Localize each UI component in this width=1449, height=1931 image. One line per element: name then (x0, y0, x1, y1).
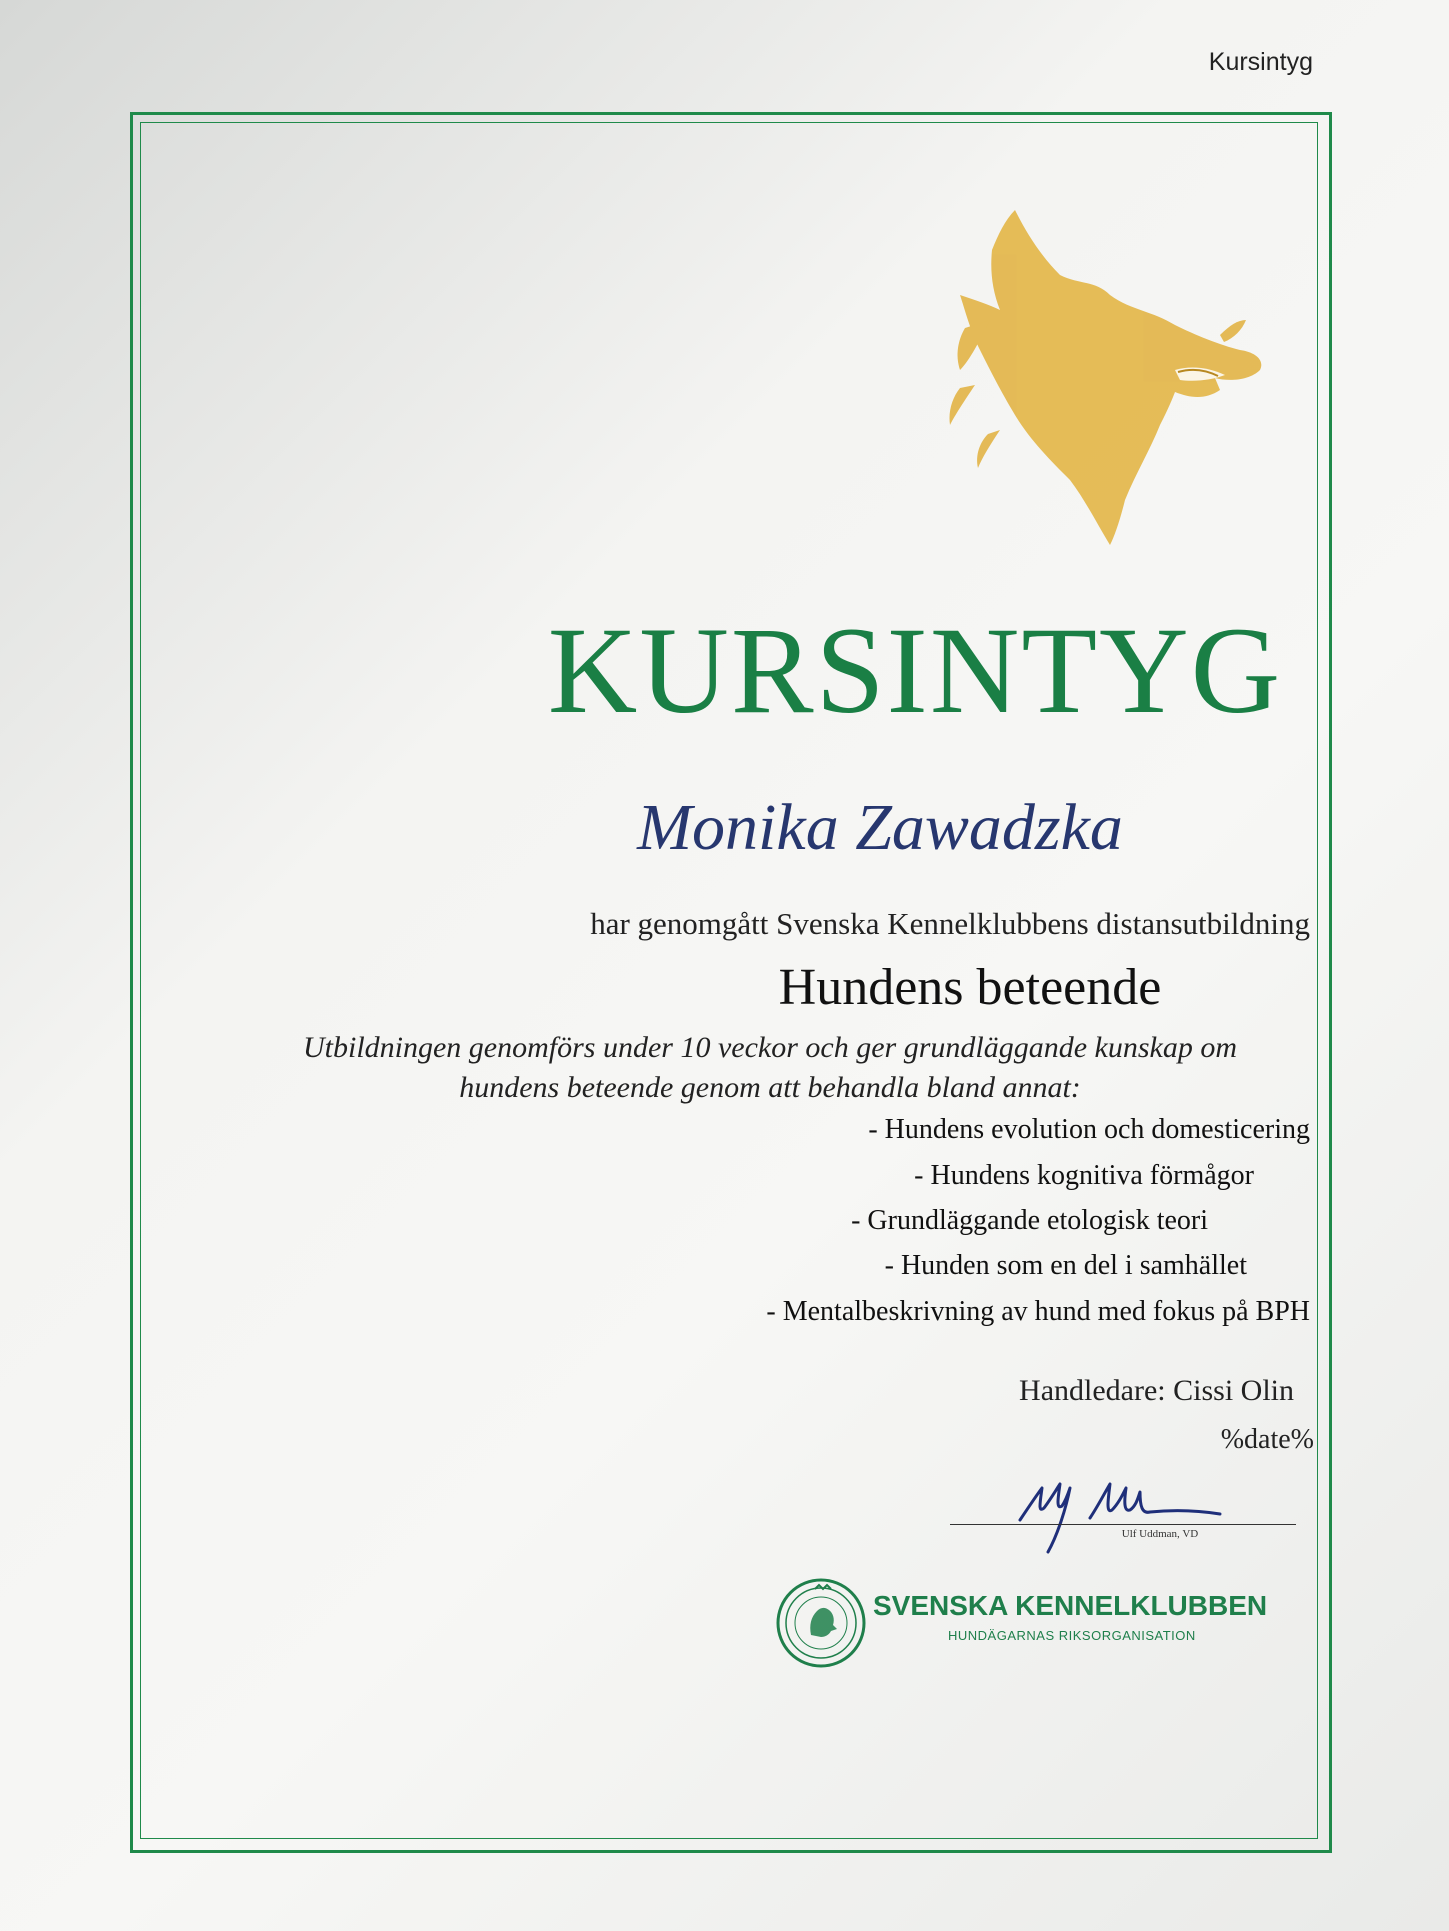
handwritten-signature (940, 1448, 1300, 1558)
recipient-name: Monika Zawadzka (637, 791, 1123, 864)
topic-item: - Grundläggande etologisk teori (851, 1205, 1208, 1236)
topic-item: - Mentalbeskrivning av hund med fokus på BPH (766, 1296, 1310, 1327)
organization-name: SVENSKA KENNELKLUBBEN (873, 1590, 1268, 1621)
organization-subtitle: HUNDÄGARNAS RIKSORGANISATION (948, 1628, 1196, 1643)
course-description (220, 1028, 1320, 1108)
topic-item: - Hunden som en del i samhället (884, 1250, 1247, 1281)
topic-item: - Hundens evolution och domesticering (868, 1114, 1310, 1145)
signer-name: Ulf Uddman, VD (1121, 1528, 1199, 1540)
dog-head-illustration (920, 200, 1280, 560)
header-label: Kursintyg (1208, 48, 1313, 76)
description-line: hundens beteende genom att behandla bland annat: (459, 1071, 1081, 1104)
kennel-club-seal-icon (775, 1577, 867, 1669)
certificate-title: KURSINTYG (547, 602, 1283, 739)
supervisor: Handledare: Cissi Olin (1019, 1374, 1294, 1407)
course-title: Hundens beteende (778, 959, 1162, 1016)
date-placeholder: %date% (1220, 1424, 1314, 1455)
description-line: Utbildningen genomförs under 10 veckor och ger grundläggande kunskap om (302, 1031, 1237, 1064)
topic-item: - Hundens kognitiva förmågor (914, 1160, 1254, 1191)
intro-text: har genomgått Svenska Kennelklubbens distansutbildning (590, 906, 1310, 941)
signature-line (950, 1524, 1296, 1525)
